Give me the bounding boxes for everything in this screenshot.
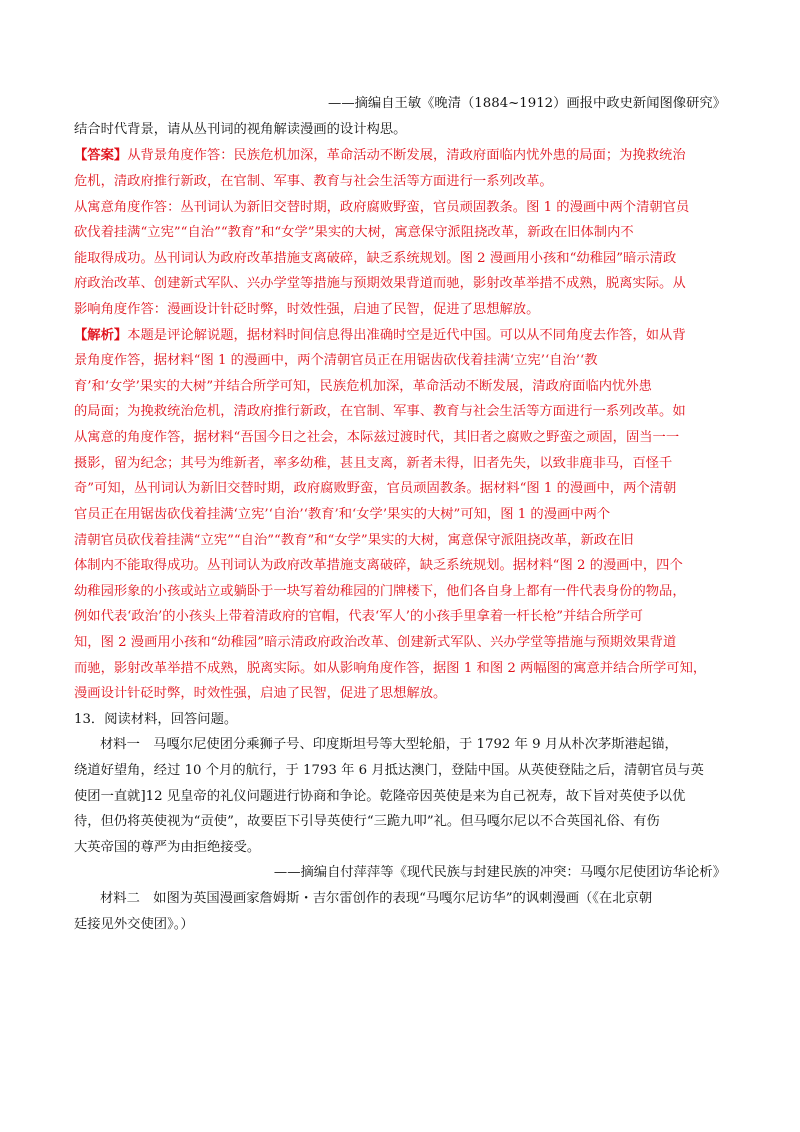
analysis-line: 幼稚园形象的小孩或站立或躺卧于一块写着幼稚园的门牌楼下，他们各自身上都有一件代表身份的物品， [74,584,686,599]
material-1-source: ——摘编自付萍萍等《现代民族与封建民族的冲突：马嘎尔尼使团访华论析》 [273,865,726,880]
answer-line: 砍伐着挂满“立宪”“自治”“教育”和“女学”果实的大树，寓意保守派阻挠改革，新政在旧体制内不 [74,225,634,240]
analysis-line [74,325,726,347]
analysis-line: 漫画设计针砭时弊，时效性强，启迪了民智，促进了思想解放。 [74,686,447,701]
analysis-line: 例如代表‘政治’的小孩头上带着清政府的官帽，代表‘军人’的小孩手里拿着一杆长枪”并结合所学可 [74,609,643,624]
analysis-line: 而驰，影射改革举措不成熟，脱离实际。如从影响角度作答，据图 1 和图 2 两幅图的寓意并结合所学可知， [74,661,707,676]
material-1-line: 绕道好望角，经过 10 个月的航行，于 1793 年 6 月抵达澳门，登陆中国。从英使登陆之后，清朝官员与英 [74,763,704,778]
analysis-text: 本题是评论解说题，据材料时间信息得出准确时空是近代中国。可以从不同角度去作答，如从背 [127,328,686,343]
answer-line: 从寓意角度作答：丛刊词认为新旧交替时期，政府腐败野蛮，官员顽固教条。图 1 的漫画中两个清朝官员 [74,200,690,215]
material-2-line: 材料二 如图为英国漫画家詹姆斯・吉尔雷创作的表现“马嘎尔尼访华”的讽刺漫画（《在北京朝 [100,891,653,906]
material-1-line: 材料一 马嘎尔尼使团分乘狮子号、印度斯坦号等大型轮船，于 1792 年 9 月从朴次茅斯港起锚， [100,737,678,752]
analysis-line: 摄影，留为纪念；其号为维新者，率多幼稚，甚且支离，新者未得，旧者先失，以致非鹿非马，百怪千 [74,456,673,471]
question-prompt: 结合时代背景，请从丛刊词的视角解读漫画的设计构思。 [74,122,407,137]
answer-line: 影响角度作答：漫画设计针砭时弊，时效性强，启迪了民智，促进了思想解放。 [74,302,540,317]
question-13-title: 13．阅读材料，回答问题。 [74,712,238,727]
analysis-line: 从寓意的角度作答，据材料“吾国今日之社会，本际兹过渡时代，其旧者之腐败之野蛮之顽固，固当一一 [74,430,680,445]
analysis-line: 的局面；为挽救统治危机，清政府推行新政，在官制、军事、教育与社会生活等方面进行一系列改革。如 [74,404,686,419]
analysis-line: 育’和‘女学’果实的大树”并结合所学可知，民族危机加深，革命活动不断发展，清政府面临内忧外患 [74,379,652,394]
analysis-line: 奇”可知，丛刊词认为新旧交替时期，政府腐败野蛮，官员顽固教条。据材料“图 1 的漫画中，两个清朝 [74,481,677,496]
answer-text: 从背景角度作答：民族危机加深，革命活动不断发展，清政府面临内忧外患的局面；为挽救统治 [127,148,686,163]
analysis-line: 知，图 2 漫画用小孩和“幼稚园”暗示清政府政治改革、创建新式军队、兴办学堂等措施与预期效果背道 [74,635,677,650]
answer-line [74,145,726,167]
analysis-line: 景角度作答，据材料“图 1 的漫画中，两个清朝官员正在用锯齿砍伐着挂满‘立宪’‘自治’‘教 [74,353,598,368]
analysis-line: 体制内不能取得成功。丛刊词认为政府改革措施支离破碎，缺乏系统规划。据材料“图 2 的漫画中，四个 [74,558,683,573]
analysis-tag: 【解析】 [74,328,128,343]
answer-line: 府政治改革、创建新式军队、兴办学堂等措施与预期效果背道而驰，影射改革举措不成熟，脱离实际。从 [74,276,686,291]
material-2-line: 廷接见外交使团》。） [74,917,194,932]
material-1-line: 待，但仍将英使视为“贡使”，故要臣下引导英使行“三跪九叩”礼。但马嘎尔尼以不合英国礼俗、有伤 [74,814,660,829]
material-1-line: 大英帝国的尊严为由拒绝接受。 [74,840,261,855]
answer-line: 危机，清政府推行新政，在官制、军事、教育与社会生活等方面进行一系列改革。 [74,174,553,189]
material-1-line: 使团一直就]12 见皇帝的礼仪问题进行协商和争论。乾隆帝因英使是来为自己祝寿，故下旨对英使予以优 [74,789,686,804]
source-citation-top: ——摘编自王敏《晚清（1884~1912）画报中政史新闻图像研究》 [328,96,726,111]
analysis-line: 清朝官员砍伐着挂满“立宪”“自治”“教育”和“女学”果实的大树，寓意保守派阻挠改革，新政在旧 [74,533,634,548]
answer-tag: 【答案】 [74,148,128,163]
analysis-line: 官员正在用锯齿砍伐着挂满‘立宪’‘自治’‘教育’和‘女学’果实的大树”可知，图 1 的漫画中两个 [74,507,611,522]
answer-line: 能取得成功。丛刊词认为政府改革措施支离破碎，缺乏系统规划。图 2 漫画用小孩和“幼稚园”暗示清政 [74,251,677,266]
